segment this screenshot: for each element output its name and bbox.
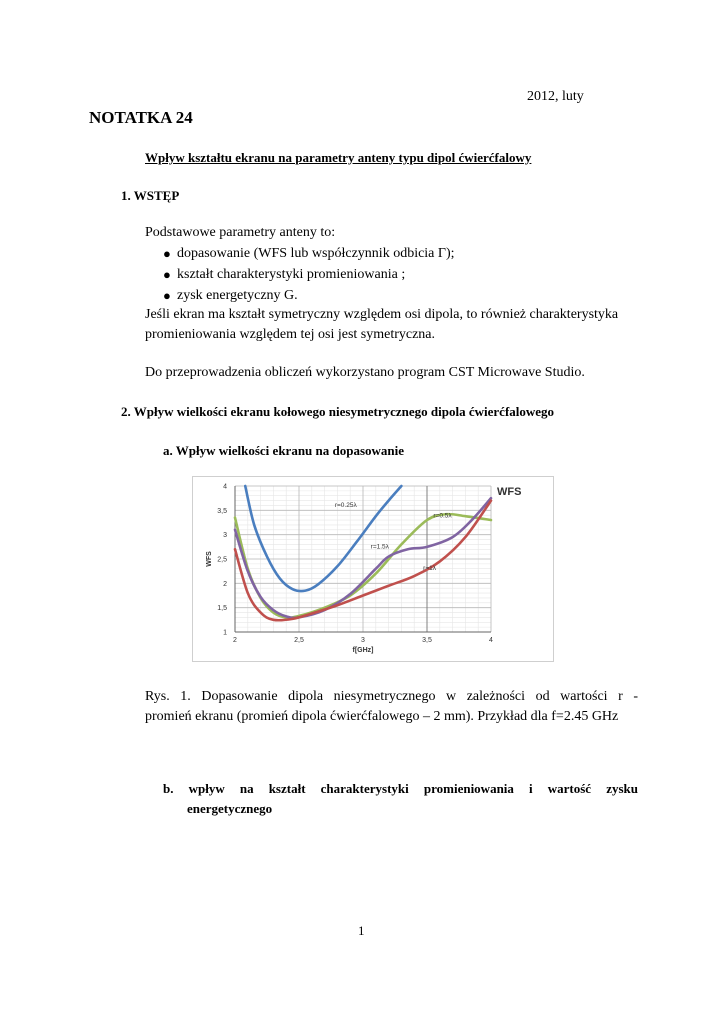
y-axis-label: WFS bbox=[206, 551, 213, 567]
subsection-b-heading-cont: energetycznego bbox=[187, 801, 273, 816]
y-tick-label: 3 bbox=[223, 532, 227, 540]
series-line-0 bbox=[245, 486, 401, 591]
bullet-icon: ● bbox=[163, 288, 171, 303]
y-tick-label: 1 bbox=[223, 629, 227, 637]
subsection-a-heading: a. Wpływ wielkości ekranu na dopasowanie bbox=[163, 443, 405, 458]
subsection-b-heading: b. wpływ na kształt charakterystyki promieniowania i wartość zysku bbox=[163, 781, 638, 796]
bullet-icon: ● bbox=[163, 267, 171, 282]
curve-label: r=1λ bbox=[423, 565, 436, 573]
y-tick-label: 2,5 bbox=[217, 556, 227, 564]
x-tick-label: 4 bbox=[489, 637, 493, 644]
section-2-heading: 2. Wpływ wielkości ekranu kołowego niesymetrycznego dipola ćwierćfalowego bbox=[121, 404, 555, 419]
paragraph-line: Jeśli ekran ma kształt symetryczny względem osi dipola, to również charakterystyka bbox=[145, 307, 619, 322]
chart-title: WFS bbox=[497, 486, 522, 498]
x-tick-label: 3,5 bbox=[422, 637, 432, 644]
figure-caption-line: Rys. 1. Dopasowanie dipola niesymetrycznego w zależności od wartości r - bbox=[145, 689, 638, 704]
bullet-text: zysk energetyczny G. bbox=[177, 288, 298, 303]
bullet-text: dopasowanie (WFS lub współczynnik odbicia Γ); bbox=[177, 246, 455, 261]
curve-label: r=0.25λ bbox=[334, 501, 357, 509]
y-tick-label: 1,5 bbox=[217, 605, 227, 613]
y-tick-label: 2 bbox=[223, 580, 227, 588]
x-axis-label: f[GHz] bbox=[352, 647, 374, 654]
x-tick-label: 3 bbox=[361, 637, 365, 644]
note-title: NOTATKA 24 bbox=[89, 108, 193, 127]
date-header: 2012, luty bbox=[527, 89, 584, 104]
section-1-heading: 1. WSTĘP bbox=[121, 188, 180, 203]
x-tick-label: 2,5 bbox=[294, 637, 304, 644]
y-tick-label: 4 bbox=[223, 483, 227, 491]
wfs-chart-svg bbox=[193, 477, 553, 661]
x-tick-label: 2 bbox=[233, 637, 237, 644]
figure-caption-line: promień ekranu (promień dipola ćwierćfalowego – 2 mm). Przykład dla f=2.45 GHz bbox=[145, 709, 619, 724]
curve-label: r=0.5λ bbox=[433, 512, 452, 520]
y-tick-label: 3,5 bbox=[217, 507, 227, 515]
wfs-chart bbox=[192, 476, 554, 662]
bullet-icon: ● bbox=[163, 246, 171, 261]
document-subtitle: Wpływ kształtu ekranu na parametry anteny typu dipol ćwierćfalowy bbox=[145, 150, 532, 165]
curve-label: r=1.5λ bbox=[370, 543, 389, 551]
intro-text: Podstawowe parametry anteny to: bbox=[145, 225, 336, 240]
paragraph-line: promieniowania względem tej osi jest symetryczna. bbox=[145, 327, 436, 342]
page-number: 1 bbox=[358, 923, 365, 938]
bullet-text: kształt charakterystyki promieniowania ; bbox=[177, 267, 406, 282]
paragraph-cst: Do przeprowadzenia obliczeń wykorzystano program CST Microwave Studio. bbox=[145, 365, 585, 380]
